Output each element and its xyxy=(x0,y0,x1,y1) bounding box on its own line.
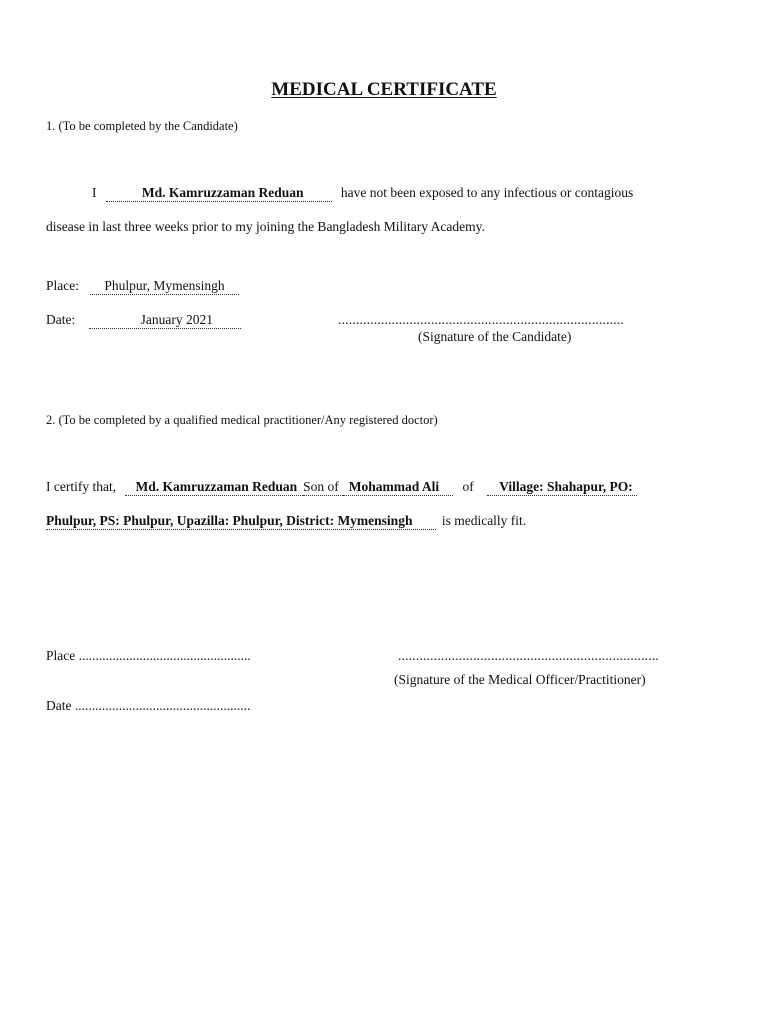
of-label: of xyxy=(462,479,474,494)
candidate-signature-line: ................................................................................ xyxy=(338,312,624,327)
document-title: MEDICAL CERTIFICATE xyxy=(271,79,497,100)
address-field-line1: Village: Shahapur, PO: xyxy=(487,480,637,496)
medically-fit-text: is medically fit. xyxy=(441,513,527,528)
section1-statement-line2: disease in last three weeks prior to my joining the Bangladesh Military Academy. xyxy=(46,219,485,234)
certify-line2 xyxy=(46,514,526,530)
certified-candidate-name: Md. Kamruzzaman Reduan xyxy=(125,480,303,496)
place-label: Place: xyxy=(46,278,79,293)
section1-statement-line1 xyxy=(92,186,633,202)
practitioner-date-line: Date .................................................... xyxy=(46,698,251,713)
address-field-line2: Phulpur, PS: Phulpur, Upazilla: Phulpur, District: Mymensingh xyxy=(46,514,436,530)
date-field: January 2021 xyxy=(89,313,241,329)
practitioner-signature-line: ......................................................................... xyxy=(398,648,659,663)
certify-prefix: I certify that, xyxy=(46,479,117,494)
i-prefix: I xyxy=(92,185,97,200)
practitioner-signature-label: (Signature of the Medical Officer/Practitioner) xyxy=(394,672,646,687)
date-line-candidate xyxy=(46,313,241,329)
certify-line1 xyxy=(46,480,637,496)
section1-heading: 1. (To be completed by the Candidate) xyxy=(46,119,238,133)
practitioner-place-line: Place ................................................... xyxy=(46,648,251,663)
father-name-field: Mohammad Ali xyxy=(343,480,453,496)
date-label: Date: xyxy=(46,312,76,327)
candidate-signature-label: (Signature of the Candidate) xyxy=(418,329,572,344)
place-line-candidate xyxy=(46,279,239,295)
statement-text-line1: have not been exposed to any infectious or contagious xyxy=(340,185,634,200)
candidate-name-field: Md. Kamruzzaman Reduan xyxy=(106,186,332,202)
section2-heading: 2. (To be completed by a qualified medical practitioner/Any registered doctor) xyxy=(46,413,438,427)
place-field: Phulpur, Mymensingh xyxy=(90,279,238,295)
son-of-label: Son of xyxy=(303,480,343,496)
